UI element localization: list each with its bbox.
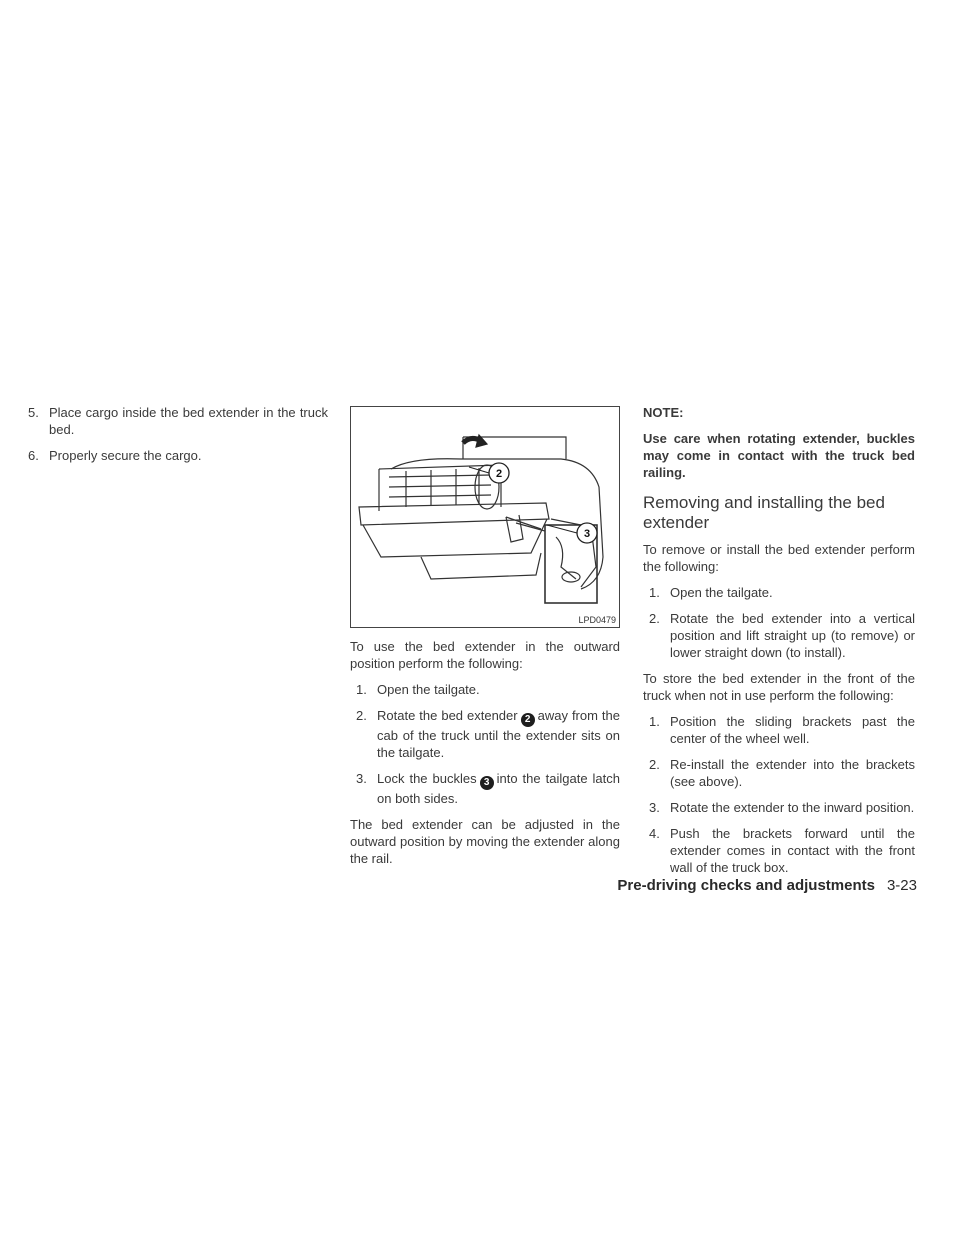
list-item: 2. Re-install the extender into the brackets (see above). [649,757,915,789]
outward-steps-list [350,681,620,807]
column-left [28,404,328,473]
callout-3-icon: 3 [480,776,494,790]
list-item: 2. Rotate the bed extender into a vertical position and lift straight up (to remove) or lower straight down (to install). [649,611,915,660]
bed-extender-illustration [350,406,620,628]
list-item: 4. Push the brackets forward until the extender comes in contact with the front wall of the truck box. [649,826,915,875]
adjust-paragraph: The bed extender can be adjusted in the outward position by moving the extender along the rail. [350,817,620,866]
list-item: 6. Properly secure the cargo. [28,448,202,463]
list-item: 1. Open the tailgate. [356,682,480,697]
column-right [643,404,915,885]
page-number: 3-23 [886,877,917,894]
list-item: 2. Rotate the bed extender 2 away from the cab of the truck until the extender sits on the tailgate. [356,708,620,760]
list-item: 3. Rotate the extender to the inward position. [649,800,915,815]
remove-intro-paragraph: To remove or install the bed extender perform the following: [643,542,915,574]
remove-steps-list [643,584,915,661]
callout-2-label: 2 [495,468,503,480]
section-heading: Removing and installing the bed extender [643,493,885,532]
list-item: 1. Position the sliding brackets past the center of the wheel well. [649,714,915,746]
footer-section-title: Pre-driving checks and adjustments [617,877,875,894]
callout-3-label: 3 [583,528,591,540]
column-middle [350,404,620,876]
note-heading: NOTE: [643,405,684,420]
step-list-continued [28,404,328,464]
note-text: Use care when rotating extender, buckles may come in contact with the truck bed railing. [643,431,915,480]
callout-2-icon: 2 [521,713,535,727]
list-item: 1. Open the tailgate. [649,585,773,600]
figure-code: LPD0479 [578,615,616,625]
store-steps-list [643,713,915,876]
page-footer [585,876,917,896]
list-item: 3. Lock the buckles 3 into the tailgate latch on both sides. [356,771,621,806]
intro-paragraph: To use the bed extender in the outward position perform the following: [350,639,620,671]
list-item: 5. Place cargo inside the bed extender in the truck bed. [28,405,328,437]
truck-bed-extender-drawing [351,407,619,627]
store-intro-paragraph: To store the bed extender in the front of the truck when not in use perform the following: [643,671,915,703]
